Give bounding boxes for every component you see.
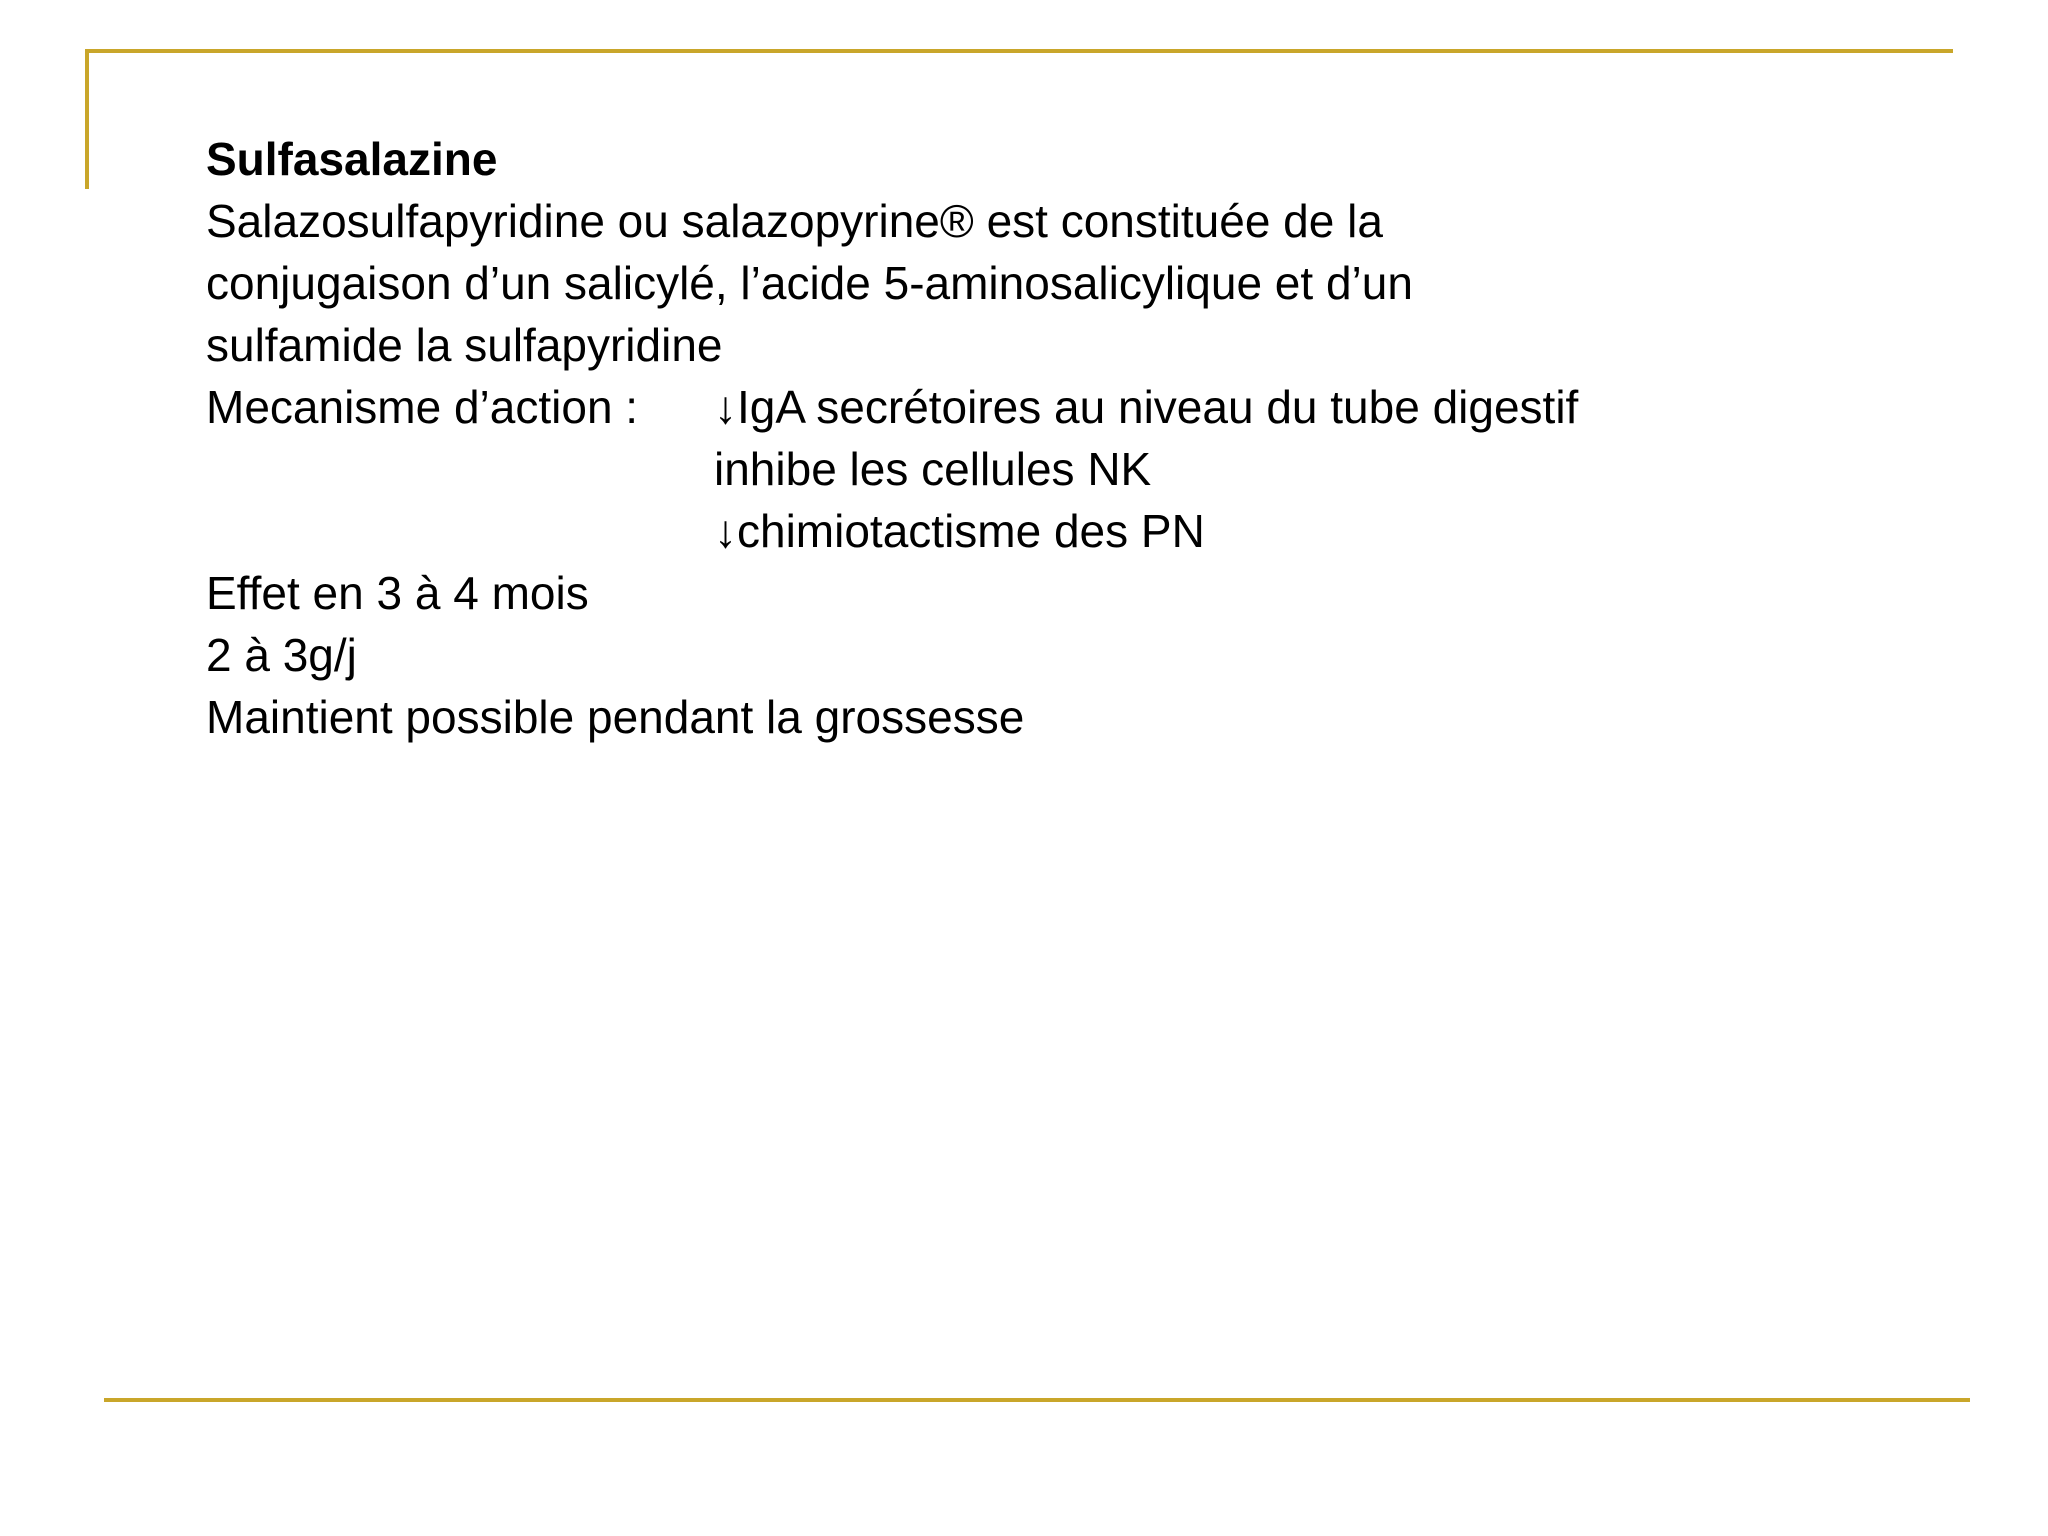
description-line: Salazosulfapyridine ou salazopyrine® est constituée de la (206, 195, 1383, 247)
mechanism-item: inhibe les cellules NK (714, 443, 1152, 495)
mechanism-item: ↓IgA secrétoires au niveau du tube digestif (714, 381, 1579, 433)
slide-body (206, 128, 1906, 748)
bottom-rule (104, 1398, 1970, 1402)
left-rule (85, 49, 89, 189)
mechanism-label: Mecanisme d’action : (206, 381, 651, 433)
mechanism-item: ↓chimiotactisme des PN (714, 505, 1205, 557)
top-rule (85, 49, 1953, 53)
description-line: conjugaison d’un salicylé, l’acide 5-aminosalicylique et d’un (206, 257, 1413, 309)
mechanism-row (206, 376, 1906, 438)
fact-line: Effet en 3 à 4 mois (206, 567, 589, 619)
fact-line: 2 à 3g/j (206, 629, 357, 681)
fact-line: Maintient possible pendant la grossesse (206, 691, 1025, 743)
slide-title: Sulfasalazine (206, 133, 498, 185)
description-line: sulfamide la sulfapyridine (206, 319, 723, 371)
